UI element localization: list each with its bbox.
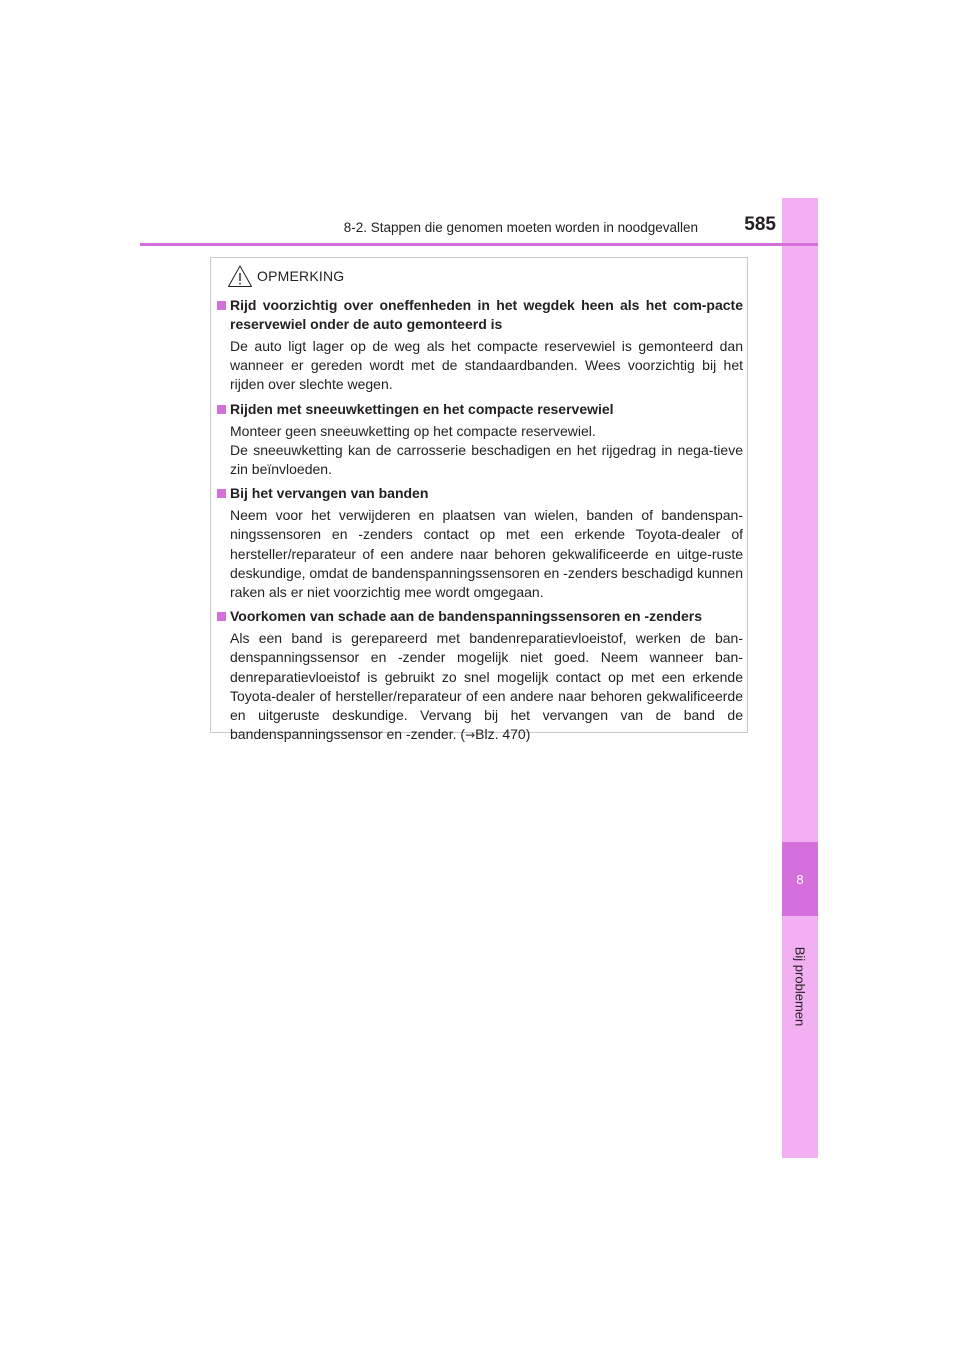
notice-section: [217, 400, 743, 480]
warning-triangle-icon: [227, 264, 253, 288]
arrow-right-icon: →: [465, 728, 476, 743]
notice-header: [227, 264, 344, 288]
chapter-side-label: [782, 926, 818, 1046]
section-paragraph: De auto ligt lager op de weg als het compacte reservewiel is gemonteerd dan wanneer er gereden wordt met de standaardbanden. Wees voorzichtig bij het rijden over slechte wegen.: [230, 338, 743, 393]
section-body: [230, 422, 743, 480]
section-body: [230, 629, 743, 745]
section-paragraph-text: Als een band is gerepareerd met bandenreparatievloeistof, werken de ban-denspanningssensor en -zender mogelijk niet goed. Neem wanneer ban-denreparatievloeistof is gebruikt zo snel mogelijk contact op met een erkende Toyota-dealer of hersteller/reparateur of een andere naar behoren gekwalificeerde en uitgeruste deskundige. Vervang bij het vervangen van de band de bandenspanningssensor en -zender. (: [230, 630, 743, 743]
notice-title: OPMERKING: [257, 268, 345, 284]
page-reference-link[interactable]: Blz. 470): [475, 726, 531, 743]
header-rule: [140, 243, 818, 246]
section-paragraph: De sneeuwketting kan de carrosserie beschadigen en het rijgedrag in nega-tieve zin beïnvloeden.: [230, 441, 743, 478]
section-body: [230, 337, 743, 395]
notice-section: [217, 484, 743, 602]
chapter-number: 8: [796, 871, 804, 887]
section-paragraph: [230, 629, 743, 745]
chapter-tab: [782, 842, 818, 916]
section-heading: [217, 484, 743, 503]
section-paragraph: Monteer geen sneeuwketting op het compacte reservewiel.: [230, 422, 596, 439]
section-heading-text: Voorkomen van schade aan de bandenspanningssensoren en -zenders: [230, 608, 702, 625]
section-heading-text: Rijd voorzichtig over oneffenheden in het wegdek heen als het com-pacte reservewiel onder de auto gemonteerd is: [230, 297, 743, 332]
page-number: 585: [744, 214, 776, 235]
chapter-label: Bij problemen: [792, 946, 808, 1026]
section-paragraph: Neem voor het verwijderen en plaatsen van wielen, banden of bandenspan-ningssensoren en -zenders contact op met een erkende Toyota-dealer of hersteller/reparateur of een andere naar behoren gekwalificeerde en uitge-ruste deskundige, omdat de bandenspanningssensoren en -zenders beschadigd kunnen raken als er niet voorzichtig mee wordt omgegaan.: [230, 507, 743, 601]
section-header-title: 8-2. Stappen die genomen moeten worden in noodgevallen: [343, 220, 698, 235]
section-heading: [217, 296, 743, 334]
square-bullet-icon: [217, 301, 226, 310]
notice-box: [210, 257, 748, 743]
section-heading: [217, 400, 743, 419]
section-heading-text: Rijden met sneeuwkettingen en het compacte reservewiel: [230, 400, 614, 417]
section-body: [230, 506, 743, 602]
notice-sections: [217, 296, 743, 750]
section-heading-text: Bij het vervangen van banden: [230, 485, 429, 502]
notice-section: [217, 296, 743, 395]
notice-section: [217, 607, 743, 745]
section-heading: [217, 607, 743, 626]
square-bullet-icon: [217, 489, 226, 498]
square-bullet-icon: [217, 405, 226, 414]
square-bullet-icon: [217, 612, 226, 621]
